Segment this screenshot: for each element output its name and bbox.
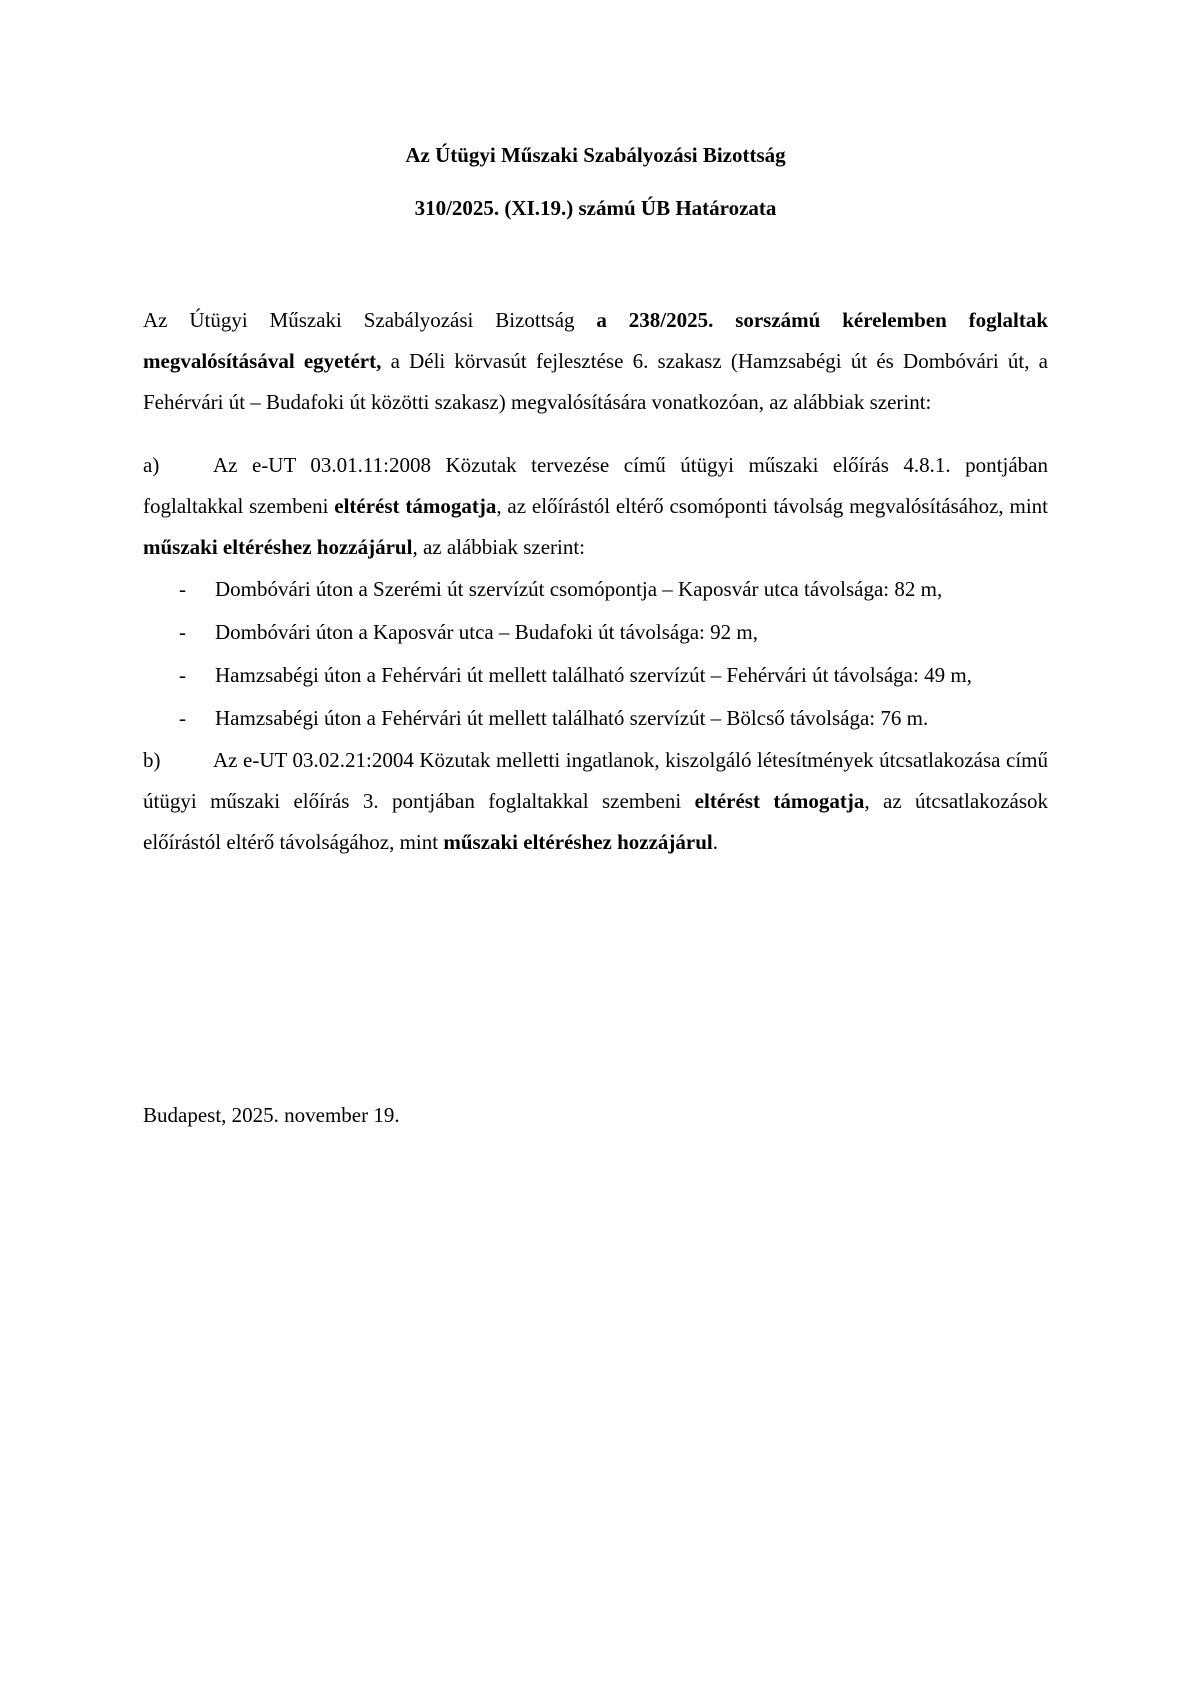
list-item	[143, 697, 1048, 740]
item-a-text-1: Az e-UT 03.01.11:2008 Közutak tervezése című útügyi műszaki előírás 4.8.1. pontjában foglaltakkal szembeni	[143, 453, 1048, 518]
document-title: Az Útügyi Műszaki Szabályozási Bizottság	[405, 143, 786, 167]
item-b-text-3: .	[712, 830, 719, 854]
intro-paragraph	[143, 300, 1048, 423]
item-a	[143, 445, 1048, 568]
item-b-bold-1: eltérést támogatja	[694, 789, 865, 813]
item-a-bold-1: eltérést támogatja	[334, 494, 497, 518]
intro-text-1: Az Útügyi Műszaki Szabályozási Bizottság	[143, 308, 597, 332]
item-b-text-2: , az útcsatlakozások előírástól eltérő távolságához, mint	[143, 789, 1049, 854]
distance-list	[143, 568, 1048, 740]
item-b-label: b)	[143, 748, 161, 772]
item-a-text-2: , az előírástól eltérő csomóponti távolság megvalósításához, mint	[496, 494, 1048, 518]
list-item	[143, 568, 1048, 611]
item-b-bold-2: műszaki eltéréshez hozzájárul	[443, 830, 713, 854]
dash-bullet: -	[179, 706, 186, 730]
dash-bullet: -	[179, 620, 186, 644]
item-b	[143, 740, 1048, 863]
list-item	[143, 611, 1048, 654]
item-a-label: a)	[143, 453, 160, 477]
list-item-text: Hamzsabégi úton a Fehérvári út mellett található szervízút – Fehérvári út távolsága: 49 m,	[215, 663, 972, 687]
list-item-text: Hamzsabégi úton a Fehérvári út mellett található szervízút – Bölcső távolsága: 76 m.	[215, 706, 929, 730]
item-b-text-1: Az e-UT 03.02.21:2004 Közutak melletti ingatlanok, kiszolgáló létesítmények útcsatlakozása című útügyi műszaki előírás 3. pontjában foglaltakkal szembeni	[143, 748, 1048, 813]
resolution-number: 310/2025. (XI.19.) számú ÚB Határozata	[414, 196, 777, 220]
list-item-text: Dombóvári úton a Kaposvár utca – Budafoki út távolsága: 92 m,	[215, 620, 758, 644]
intro-text-2: a Déli körvasút fejlesztése 6. szakasz (Hamzsabégi út és Dombóvári út, a Fehérvári út – Budafoki út közötti szakasz) megvalósítására vonatkozóan, az alábbiak szerint:	[143, 349, 1048, 414]
dash-bullet: -	[179, 663, 186, 687]
intro-bold-1: a 238/2025. sorszámú kérelemben foglaltak megvalósításával egyetért,	[143, 308, 1048, 373]
list-item-text: Dombóvári úton a Szerémi út szervízút csomópontja – Kaposvár utca távolsága: 82 m,	[215, 577, 943, 601]
list-item	[143, 654, 1048, 697]
place-and-date: Budapest, 2025. november 19.	[143, 1103, 400, 1127]
item-a-text-3: , az alábbiak szerint:	[412, 535, 586, 559]
item-a-bold-2: műszaki eltéréshez hozzájárul	[143, 535, 413, 559]
dash-bullet: -	[179, 577, 186, 601]
document-body	[143, 300, 1048, 863]
